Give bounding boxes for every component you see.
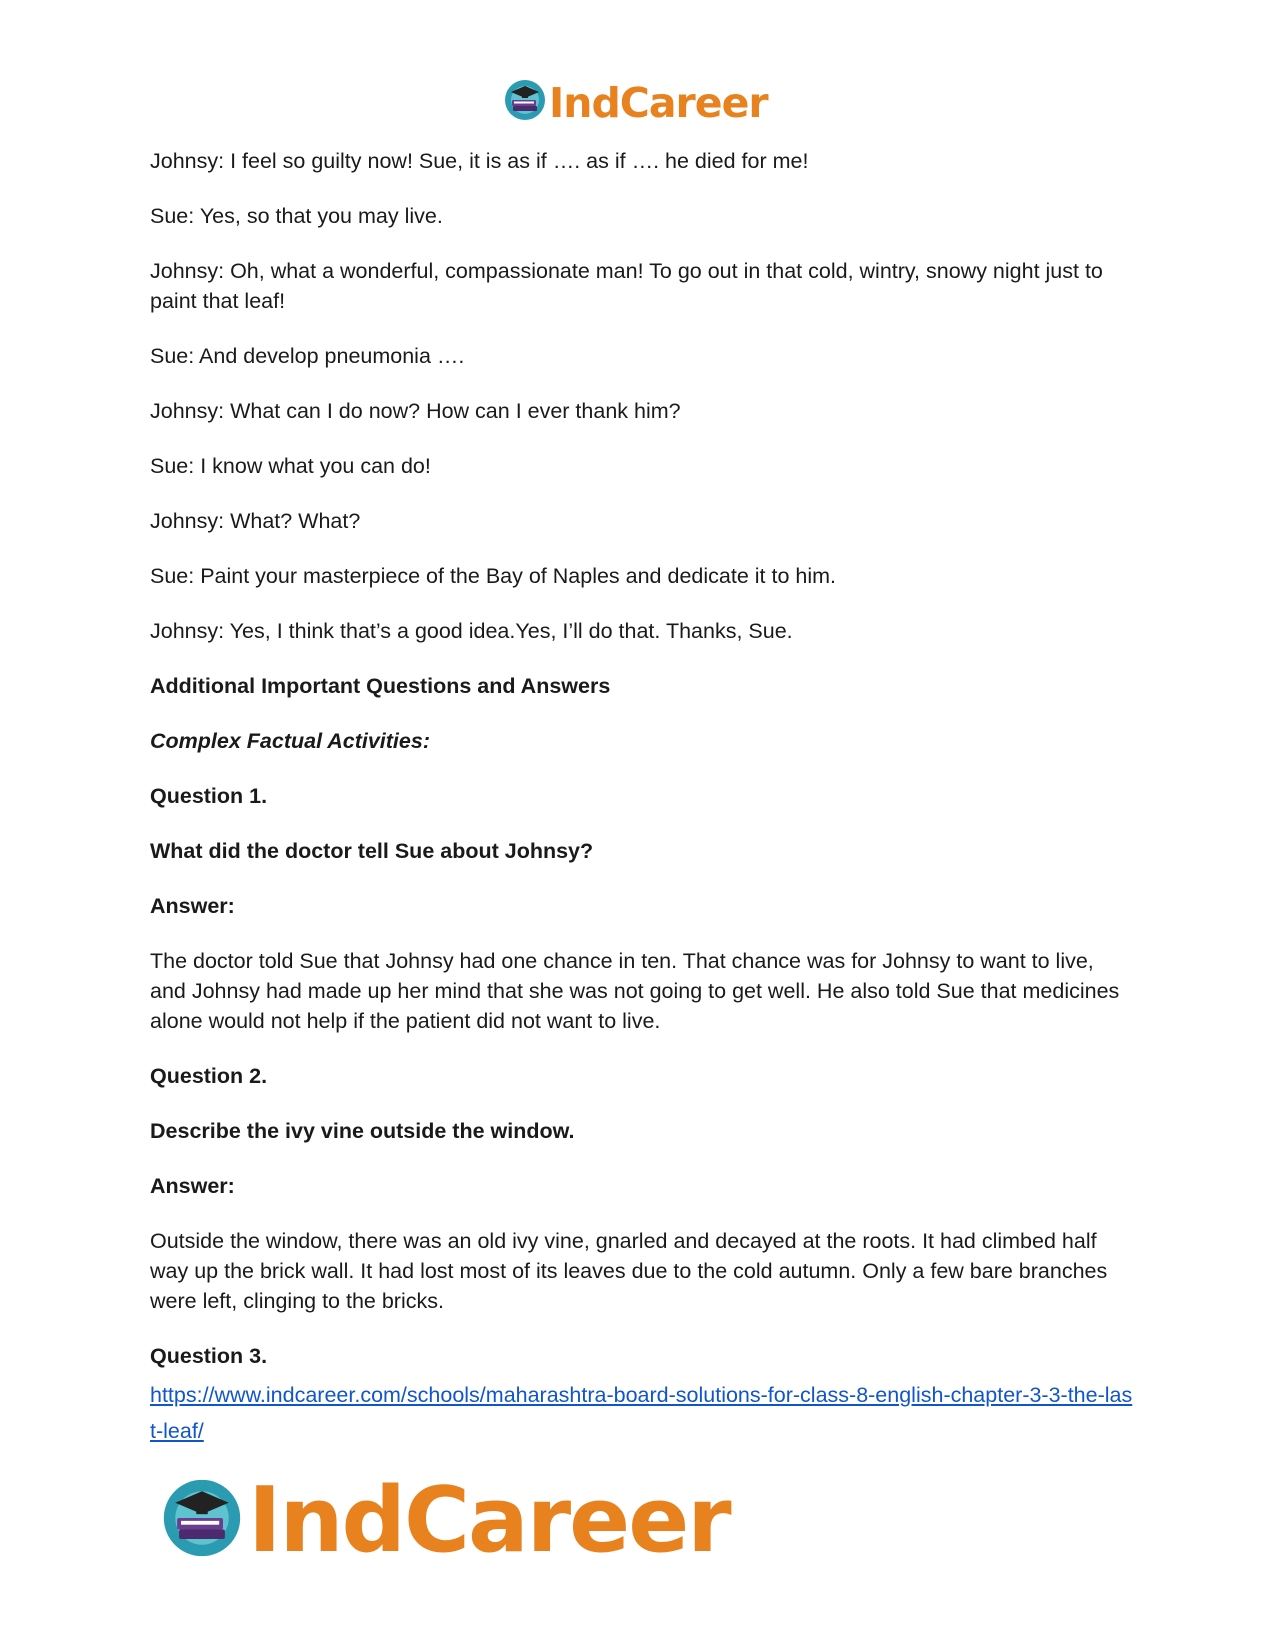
dialogue-line: Johnsy: Yes, I think that’s a good idea.Yes, I’ll do that. Thanks, Sue.: [150, 619, 793, 643]
dialogue-line: Sue: Yes, so that you may live.: [150, 204, 443, 228]
question-text: What did the doctor tell Sue about Johnsy?: [150, 839, 594, 863]
answer-text: Outside the window, there was an old ivy vine, gnarled and decayed at the roots. It had climbed half way up the brick wall. It had lost most of its leaves due to the cold autumn. Only a few bare branches were left, clinging to the bricks.: [150, 1229, 1108, 1313]
source-link[interactable]: https://www.indcareer.com/schools/maharashtra-board-solutions-for-class-8-english-chapter-3-3-the-last-leaf/: [150, 1383, 1133, 1443]
brand-name: IndCareer: [248, 1468, 730, 1573]
question-text: Describe the ivy vine outside the window.: [150, 1119, 575, 1143]
answer-label: Answer:: [150, 1174, 235, 1198]
dialogue-line: Sue: And develop pneumonia ….: [150, 344, 465, 368]
dialogue-line: Johnsy: Oh, what a wonderful, compassionate man! To go out in that cold, wintry, snowy night just to paint that leaf!: [150, 259, 1103, 313]
question-label: Question 3.: [150, 1344, 268, 1368]
footer-logo: [160, 1468, 730, 1573]
header-logo: [503, 78, 768, 127]
dialogue-line: Johnsy: What can I do now? How can I ever thank him?: [150, 399, 681, 423]
answer-text: The doctor told Sue that Johnsy had one chance in ten. That chance was for Johnsy to want to live, and Johnsy had made up her mind that she was not going to get well. He also told Sue that medicines alone would not help if the patient did not want to live.: [150, 949, 1120, 1033]
brand-name: IndCareer: [549, 78, 768, 127]
question-label: Question 2.: [150, 1064, 268, 1088]
document-body: [150, 146, 1135, 1449]
dialogue-line: Sue: I know what you can do!: [150, 454, 431, 478]
dialogue-line: Sue: Paint your masterpiece of the Bay of Naples and dedicate it to him.: [150, 564, 836, 588]
dialogue-line: Johnsy: What? What?: [150, 509, 361, 533]
question-label: Question 1.: [150, 784, 268, 808]
graduation-book-globe-icon: [160, 1476, 244, 1565]
dialogue-line: Johnsy: I feel so guilty now! Sue, it is as if …. as if …. he died for me!: [150, 149, 809, 173]
section-heading: Additional Important Questions and Answers: [150, 674, 611, 698]
subsection-heading: Complex Factual Activities:: [150, 729, 430, 753]
answer-label: Answer:: [150, 894, 235, 918]
graduation-book-globe-icon: [503, 78, 547, 127]
